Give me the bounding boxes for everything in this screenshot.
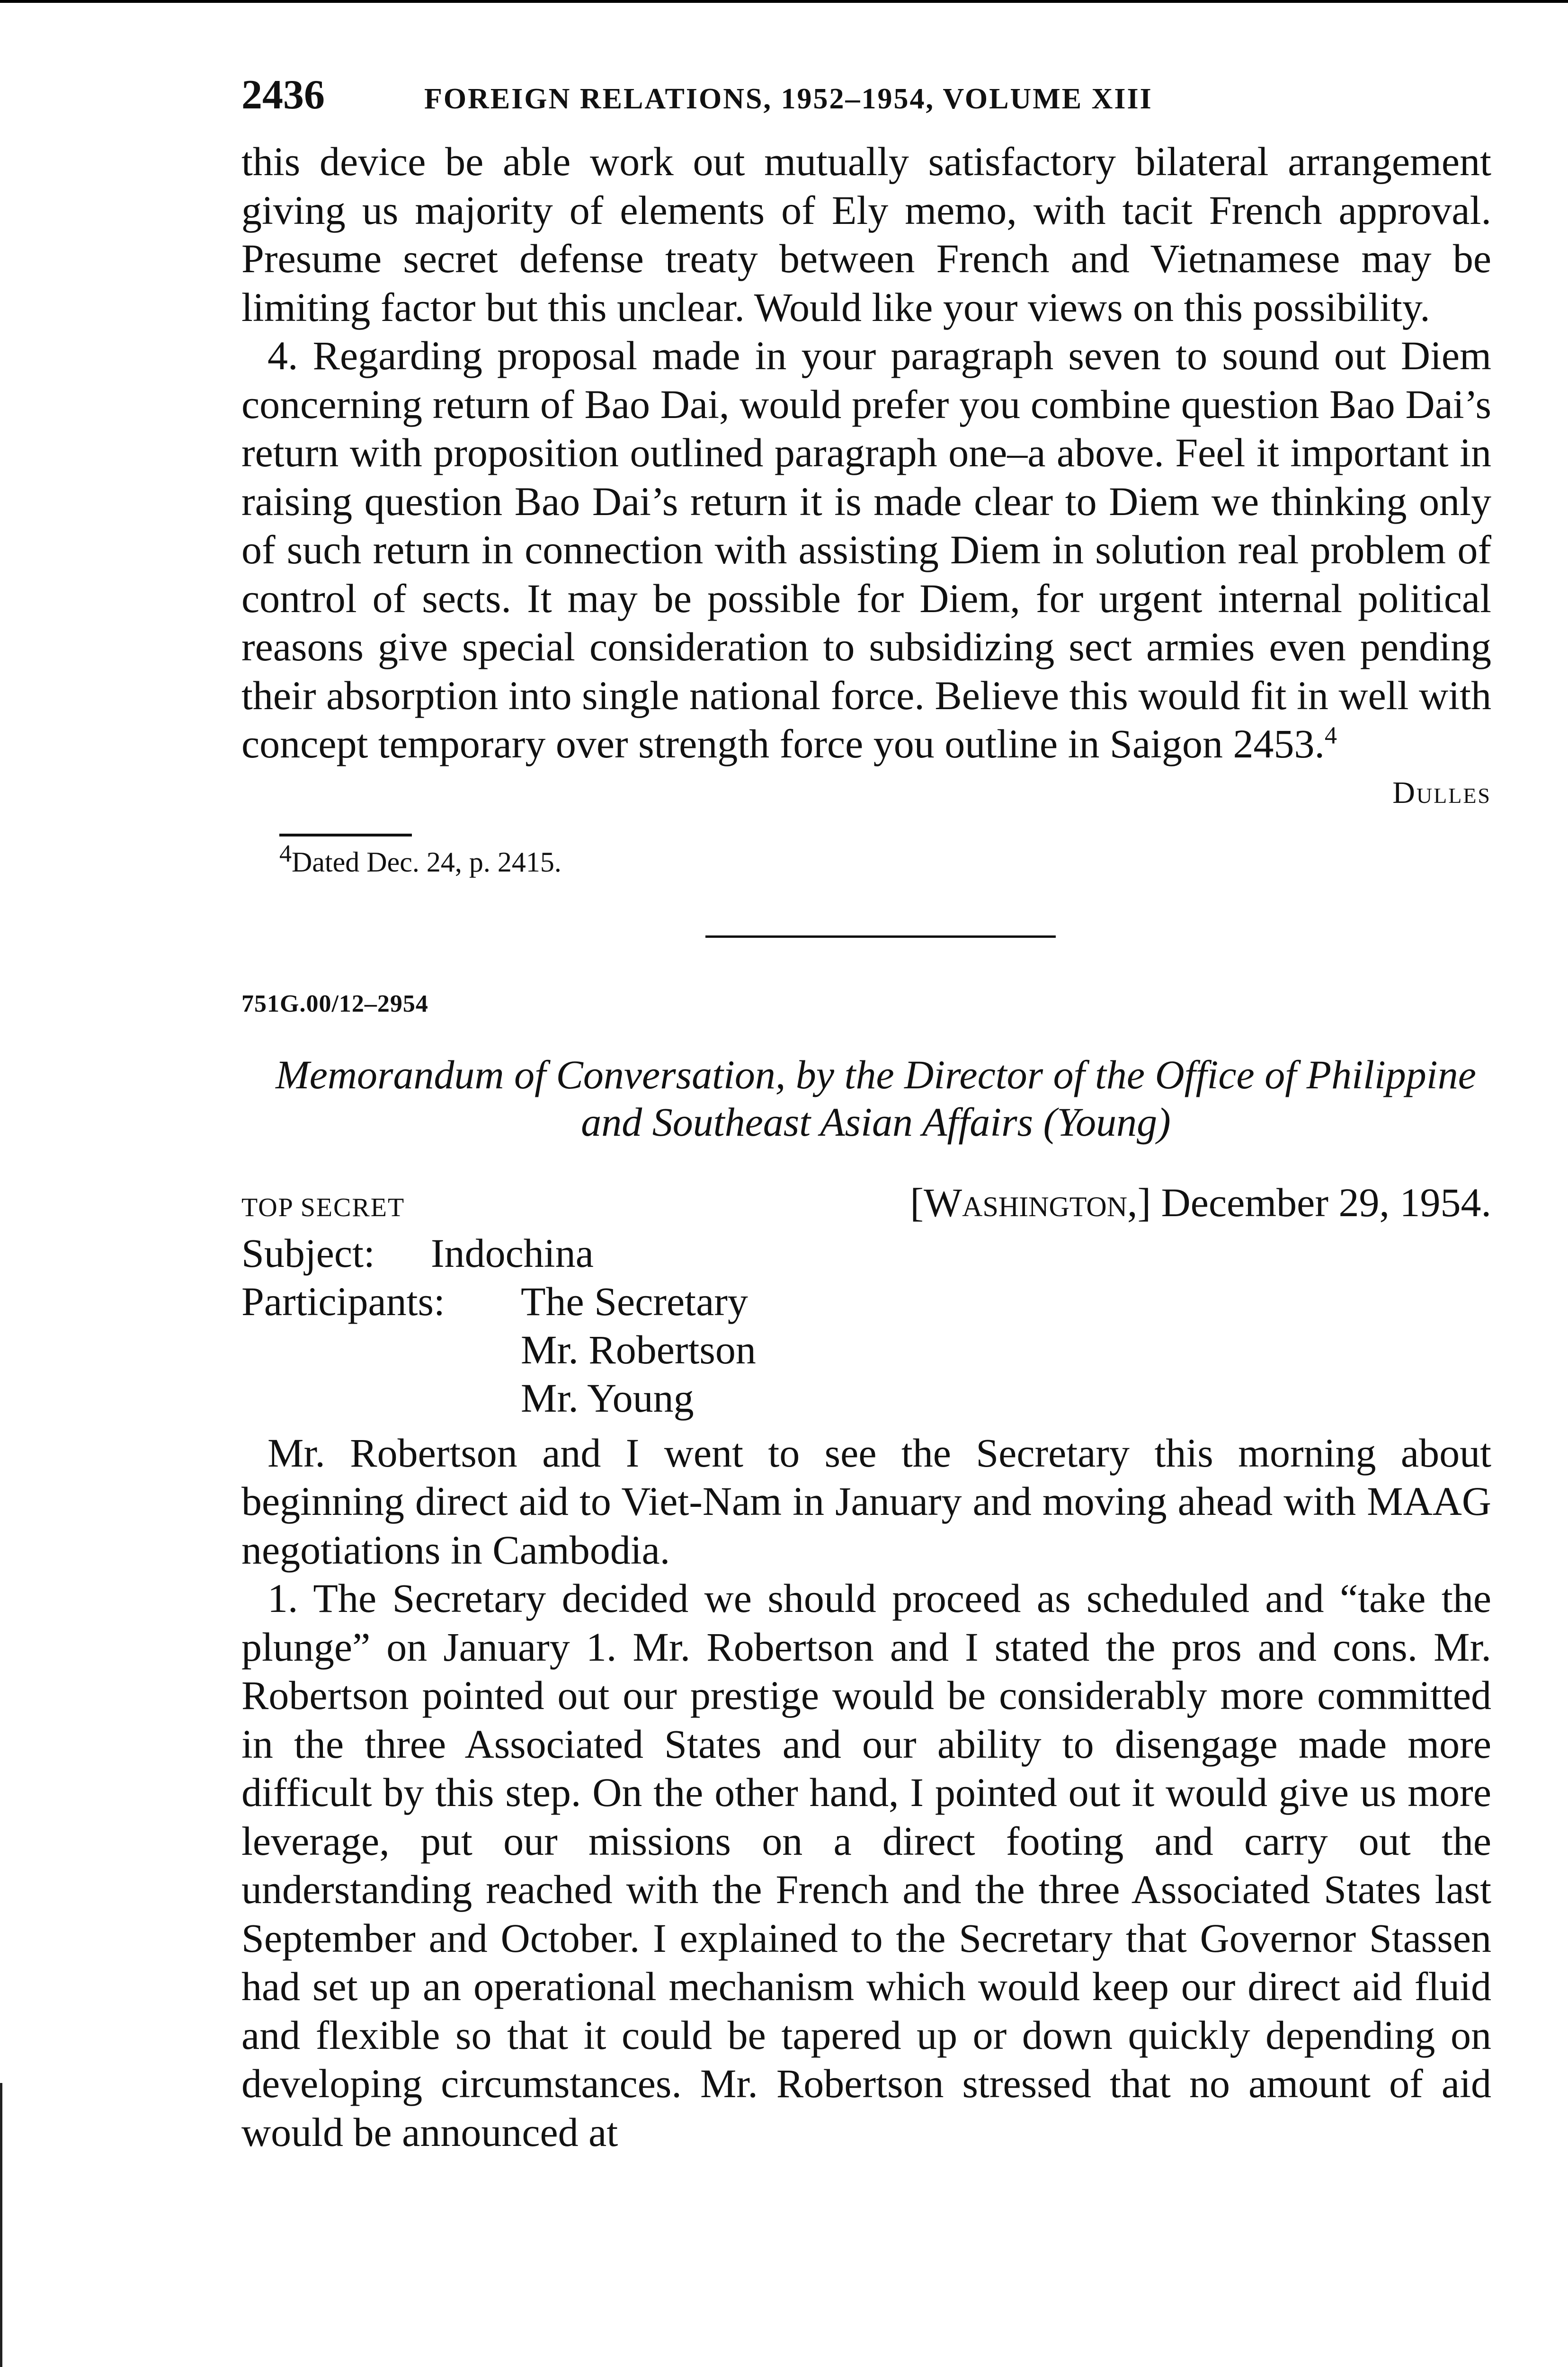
subject-label: Subject: (241, 1230, 375, 1276)
dateline (910, 1179, 1491, 1226)
subject-value: Indochina (431, 1230, 594, 1276)
file-number: 751G.00/12–2954 (241, 990, 428, 1017)
footnote-text: Dated Dec. 24, p. 2415. (292, 846, 561, 878)
classification: TOP SECRET (241, 1192, 405, 1222)
date: December 29, 1954. (1161, 1179, 1491, 1225)
participants-block (241, 1277, 1491, 1422)
participants-list (521, 1277, 756, 1422)
memo-paragraph-1: 1. The Secretary decided we should proceed as scheduled and “take the plunge” on January 1. Mr. Robertson and I stated the pros and cons. Mr. Robertson pointed out our prestige would be considerably more committed in the three Associated States and our ability to disengage made more difficult by this step. On the other hand, I pointed out it would give us more leverage, put our missions on a direct footing and carry out the understanding reached with the French and the three Associated States last September and October. I explained to the Secretary that Governor Stassen had set up an operational mechanism which would keep our direct aid fluid and flexible so that it could be tapered up or down quickly depending on developing circumstances. Mr. Robertson stressed that no amount of aid would be announced at (241, 1575, 1491, 2155)
memo-body (241, 1429, 1491, 2157)
page-number: 2436 (241, 72, 325, 118)
scan-top-edge (0, 0, 1568, 3)
page-header (241, 71, 1491, 137)
participant: Mr. Young (521, 1375, 694, 1421)
continuation-paragraph: this device be able work out mutually satisfactory bilateral arrangement giving us majority of elements of Ely memo, with tacit French approval. Presume secret defense treaty between French and Vietnamese may be limiting factor but this unclear. Would like your views on this possibility. (241, 139, 1491, 330)
classification-line (241, 1179, 1491, 1226)
place: [Washington,] (910, 1179, 1151, 1225)
memo-intro-paragraph: Mr. Robertson and I went to see the Secretary this morning about beginning direct aid to Viet-Nam in January and moving ahead with MAAG negotiations in Cambodia. (241, 1430, 1491, 1573)
participants-label: Participants: (241, 1278, 445, 1324)
participant: Mr. Robertson (521, 1326, 756, 1372)
signature: Dulles (1392, 775, 1491, 810)
section-separator (705, 935, 1056, 938)
running-title: FOREIGN RELATIONS, 1952–1954, VOLUME XIII (424, 83, 1153, 115)
participant: The Secretary (521, 1278, 748, 1324)
paragraph-4-text: 4. Regarding proposal made in your paragraph seven to sound out Diem concerning return of Bao Dai, would prefer you combine question Bao Dai’s return with proposition outlined paragraph one–a above. Feel it important in raising question Bao Dai’s return it is made clear to Diem we thinking only of such return in connection with assisting Diem in solution real problem of control of sects. It may be possible for Diem, for urgent internal political reasons give special consideration to subsidizing sect armies even pending their absorption into single national force. Believe this would fit in well with concept temporary over strength force you outline in Saigon 2453. (241, 333, 1491, 766)
continuation-text (241, 137, 1491, 768)
footnote-rule (279, 834, 412, 836)
footnote-marker: 4 (279, 840, 292, 867)
footnote (279, 840, 1491, 879)
paragraph-4 (241, 331, 1491, 768)
document-page (241, 71, 1491, 2156)
subject-line (241, 1229, 1491, 1277)
scan-left-edge (0, 2083, 2, 2367)
document-title: Memorandum of Conversation, by the Director of the Office of Philippine and Southeast Asian Affairs (Young) (276, 1051, 1476, 1145)
footnote-reference: 4 (1324, 722, 1337, 749)
